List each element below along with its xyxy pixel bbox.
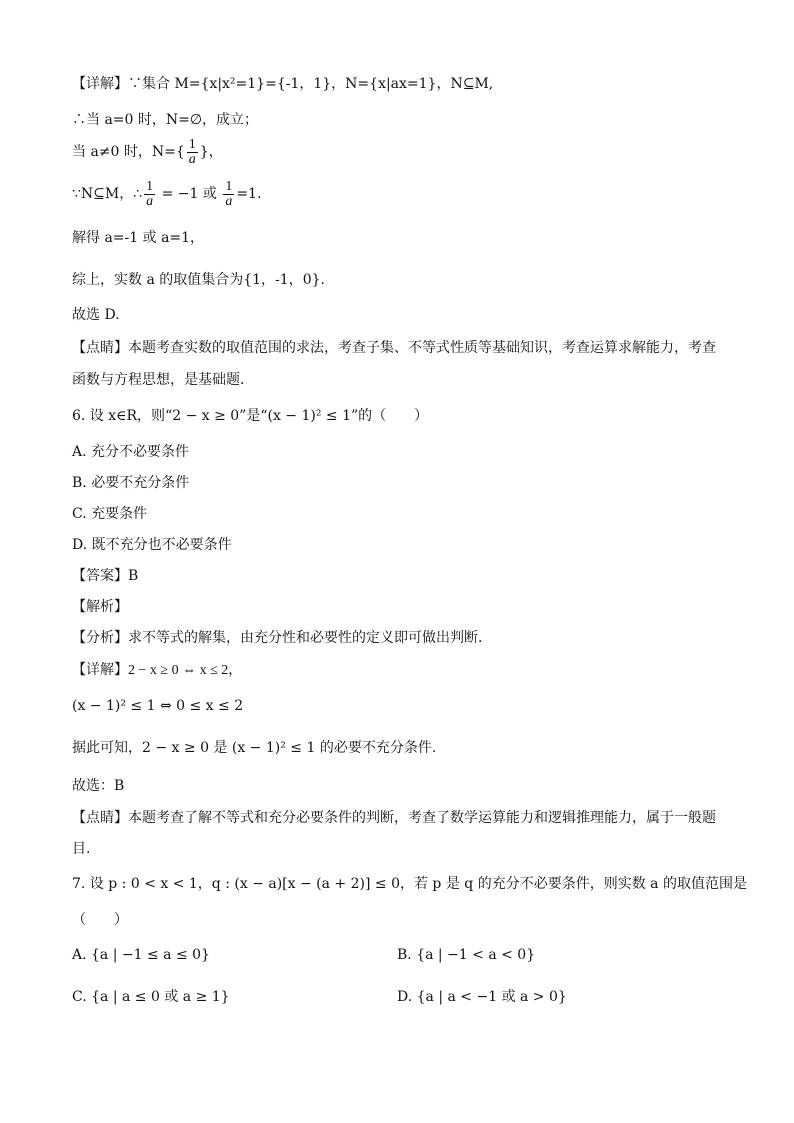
comment-line-1: 【点睛】本题考查实数的取值范围的求法，考查子集、不等式性质等基础知识，考查运算求解能力，考查	[72, 340, 716, 356]
option-a: A. 充分不必要条件	[72, 444, 190, 460]
option-c: C. 充要条件	[72, 506, 148, 522]
answer-line: 【答案】B	[72, 568, 139, 584]
detail-line-1: 【详解】∵集合 M={x|x²=1}={-1，1}，N={x|ax=1}，N⊆M,	[72, 76, 494, 92]
comment-tag: 【点睛】	[72, 340, 128, 356]
option-b: B. {a | −1 < a < 0}	[397, 947, 536, 963]
question-stem: 6. 设 x∈R，则“2 − x ≥ 0”是“(x − 1)² ≤ 1”的（ ）	[72, 408, 429, 424]
option-c: C. {a | a ≤ 0 或 a ≥ 1}	[72, 989, 230, 1005]
detail-line-2: ∴当 a=0 时，N=∅，成立；	[72, 112, 259, 128]
equivalence-line: (x − 1)² ≤ 1 ⇔ 0 ≤ x ≤ 2	[72, 698, 244, 714]
analysis-tag: 【解析】	[72, 599, 128, 615]
fenxi-line: 【分析】求不等式的解集，由充分性和必要性的定义即可做出判断.	[72, 630, 483, 646]
fenxi-tag: 【分析】	[72, 630, 128, 646]
answer-tag: 【答案】	[72, 568, 128, 584]
option-d: D. 既不充分也不必要条件	[72, 537, 232, 553]
choice-line: 故选：B	[72, 778, 125, 794]
xiangjie-tag: 【详解】	[72, 662, 128, 678]
question-stem: 7. 设 p : 0 < x < 1，q : (x − a)[x − (a + 2)] ≤ 0，若 p 是 q 的充分不必要条件，则实数 a 的取值范围是	[72, 876, 747, 892]
detail-line-4: ∵N⊆M，∴ $\frac{1}{a}$ = −1 或 $\frac{1}{a}$ =1.	[72, 178, 262, 209]
fraction: $\frac{1}{a}$	[146, 178, 154, 209]
option-a: A. {a | −1 ≤ a ≤ 0}	[72, 947, 210, 963]
detail-line-5: 解得 a=-1 或 a=1，	[72, 230, 205, 246]
detail-tag: 【详解】	[72, 76, 128, 92]
conclusion-line: 据此可知，2 − x ≥ 0 是 (x − 1)² ≤ 1 的必要不充分条件.	[72, 740, 437, 756]
detail-line-7: 故选 D.	[72, 307, 120, 323]
detail-line-6: 综上，实数 a 的取值集合为{1，-1，0}.	[72, 272, 325, 288]
fraction: $\frac{1}{a}$	[188, 136, 196, 167]
fraction: $\frac{1}{a}$	[225, 178, 233, 209]
option-d: D. {a | a < −1 或 a > 0}	[397, 989, 567, 1005]
comment-line-2: 函数与方程思想，是基础题．	[72, 372, 254, 388]
answer-paren: （ ）	[72, 912, 128, 928]
detail-line-3: 当 a≠0 时，N={ $\frac{1}{a}$ }，	[72, 136, 223, 167]
comment-line-1: 【点睛】本题考查了解不等式和充分必要条件的判断，考查了数学运算能力和逻辑推理能力，属于一般题	[72, 810, 716, 826]
xiangjie-line: 【详解】2 − x ≥ 0 ⇔ x ≤ 2，	[72, 662, 243, 678]
comment-line-2: 目.	[72, 841, 91, 857]
option-b: B. 必要不充分条件	[72, 475, 190, 491]
comment-tag: 【点睛】	[72, 810, 128, 826]
